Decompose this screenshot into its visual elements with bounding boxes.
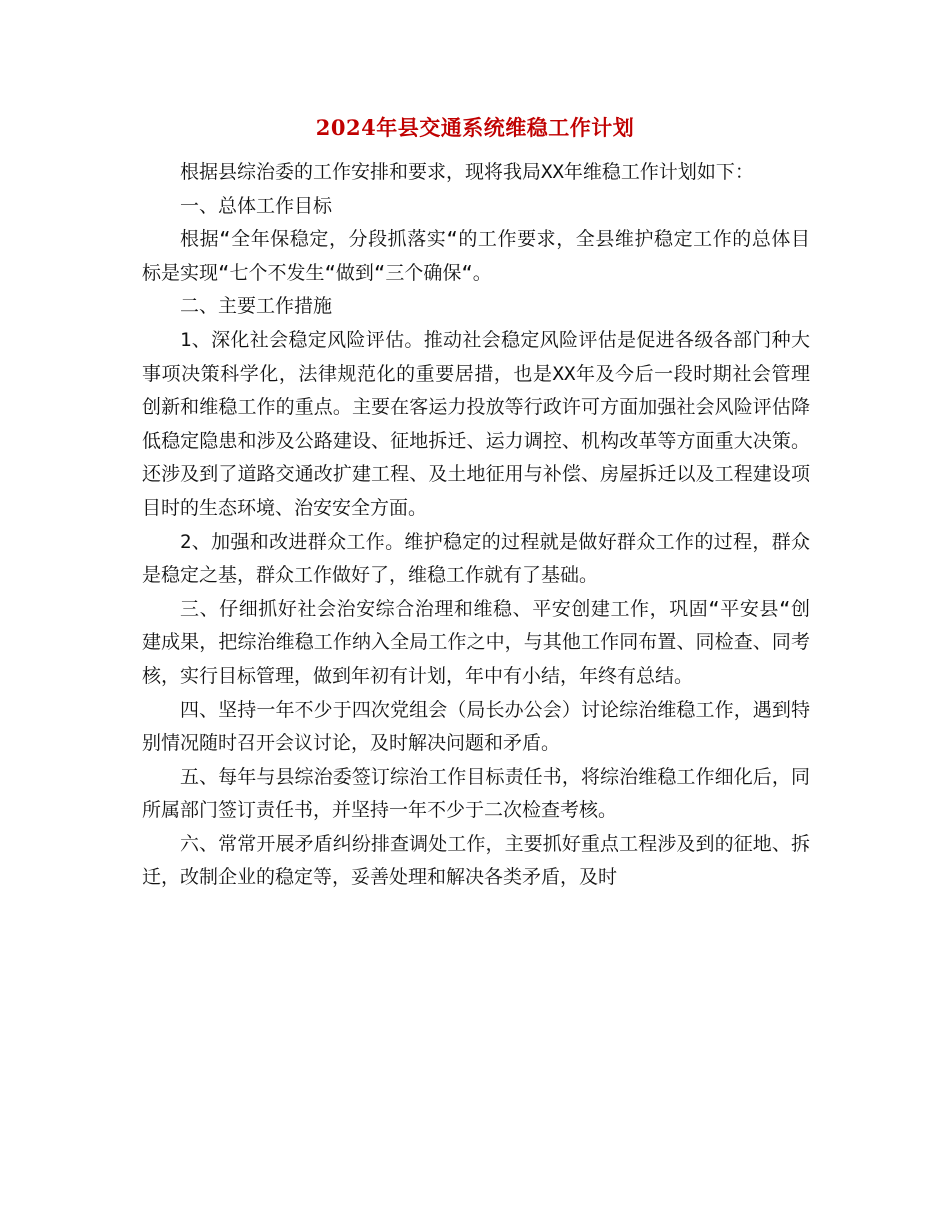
- paragraph-measure-2: 2、加强和改进群众工作。维护稳定的过程就是做好群众工作的过程，群众是稳定之基，群众工作做好了，维稳工作就有了基础。: [142, 530, 810, 587]
- paragraph-section-5: 五、每年与县综治委签订综治工作目标责任书，将综治维稳工作细化后，同所属部门签订责任书，并坚持一年不少于二次检查考核。: [142, 765, 810, 822]
- heading-overall-goal: 一、总体工作目标: [180, 194, 333, 217]
- paragraph-measure-1: 1、深化社会稳定风险评估。推动社会稳定风险评估是促进各级各部门种大事项决策科学化，法律规范化的重要居措，也是XX年及今后一段时期社会管理创新和维稳工作的重点。主要在客运力投放等行政许可方面加强社会风险评估降低稳定隐患和涉及公路建设、征地拆迁、运力调控、机构改革等方面重大决策。还涉及到了道路交通改扩建工程、及土地征用与补偿、房屋拆迁以及工程建设项目时的生态环境、治安安全方面。: [142, 328, 810, 519]
- paragraph-overall-goal: 根据“全年保稳定，分段抓落实“的工作要求，全县维护稳定工作的总体目标是实现“七个不发生“做到“三个确保“。: [142, 228, 810, 284]
- paragraph-section-3: 三、仔细抓好社会治安综合治理和维稳、平安创建工作，巩固“平安县“创建成果，把综治维稳工作纳入全局工作之中，与其他工作同布置、同检查、同考核，实行目标管理，做到年初有计划，年中有小结，年终有总结。: [142, 597, 810, 687]
- paragraph-section-4: 四、坚持一年不少于四次党组会（局长办公会）讨论综治维稳工作，遇到特别情况随时召开会议讨论，及时解决问题和矛盾。: [142, 698, 810, 755]
- document-body: [142, 156, 810, 895]
- paragraph-section-6: 六、常常开展矛盾纠纷排查调处工作，主要抓好重点工程涉及到的征地、拆迁，改制企业的稳定等，妥善处理和解决各类矛盾，及时: [142, 832, 810, 889]
- paragraph-intro: 根据县综治委的工作安排和要求，现将我局XX年维稳工作计划如下：: [180, 161, 754, 183]
- heading-main-measures: 二、主要工作措施: [180, 295, 333, 318]
- document-title: 2024年县交通系统维稳工作计划: [315, 115, 635, 140]
